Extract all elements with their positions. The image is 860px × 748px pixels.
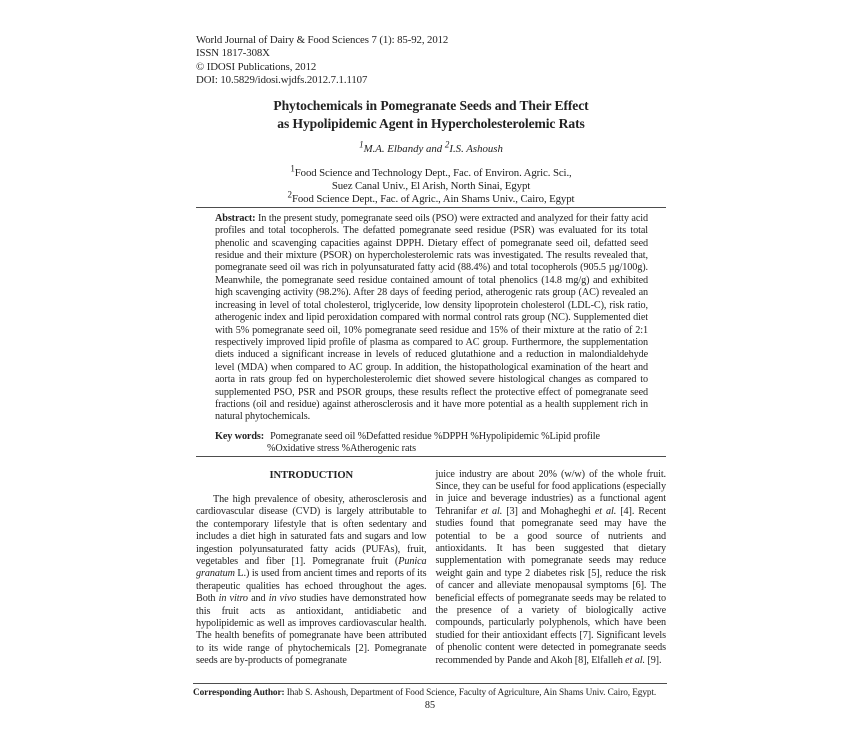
page-number: 85 xyxy=(424,700,436,711)
introduction-heading: INTRODUCTION xyxy=(269,469,354,481)
abstract-paragraph: Abstract: In the present study, pomegranate seed oils (PSO) were extracted and analyzed for their fatty acid profiles and total tocopherols. The defatted pomegranate seed residue (PSR) was evaluated for its total phenolic and scavenging capacities against DPPH. Dietary effect of pomegranate seed oil, defatted seed residue and their mixture (PSOR) on hypercholesterolemic rats was investigated. The results revealed that, pomegranate seed oil was rich in polyunsaturated fatty acid (88.4%) and total tocopherols (905.5 µg/100g). Meanwhile, the pomegranate seed residue contained amount of total phenolics (14.8 mg/g) and exhibited high scavenging activity (98.2%). After 28 days of feeding period, atherogenic rats group (AC) revealed an increasing in level of total cholesterol, triglyceride, low density lipoprotein cholesterol (LDL-C), risk ratio, atherogenic index and lipid peroxidation compared with normal control rats group (NC). Supplemented diet with 5% pomegranate seed oil, 10% pomegranate seed residue and 15% of their mixture at the ratio of 2:1 respectively improved lipid profile of plasma as compared to AC group. Furthermore, the supplementation diets induced a significant increase in levels of reduced glutathione and a reduction in malondialdehyde level (MDA) when compared to AC group. In addition, the histopathological examination of the heart and aorta in rats group fed on hypercholesterolemic diet showed severe histological changes as compared to supplemented PSO, PSR and PSOR groups, these results reflect the protective effect of pomegranate seed fractions (oil and residue) against atherosclerosis and it have more potential as a health supplement rich in natural phytochemicals. xyxy=(215,212,648,423)
two-column-body xyxy=(196,469,666,668)
issn-line: ISSN 1817-308X xyxy=(196,47,270,60)
affiliation-line-3: $^2$Food Science Dept., Fac. of Agric., Ain Shams Univ., Cairo, Egypt xyxy=(287,189,575,206)
affiliations-block xyxy=(196,163,666,207)
paper-title xyxy=(196,97,666,134)
abstract-top-divider xyxy=(196,207,666,208)
introduction-left-paragraph: The high prevalence of obesity, atherosclerosis and cardiovascular disease (CVD) is largely attributable to the contemporary lifestyle that is often sedentary and includes a diet high in saturated fats and sugars and low ingestion polyunsaturated fatty acids (PUFAs), fruit, vegetables and fiber [1]. Pomegranate fruit (Punica granatum L.) is used from ancient times and reports of its therapeutic qualities has echoed throughout the ages. Both in vitro and in vivo studies have demonstrated how this fruit acts as antioxidant, antidiabetic and hypolipidemic as well as improves cardiovascular health. The health benefits of pomegranate have been attributed to its wide range of phytochemicals [2]. Pomegranate seeds are by-products of pomegranate xyxy=(196,493,427,667)
corresponding-author-line: Corresponding Author: Ihab S. Ashoush, Department of Food Science, Faculty of Agriculture, Ain Shams Univ. Cairo, Egypt. xyxy=(193,688,657,698)
copyright-line: © IDOSI Publications, 2012 xyxy=(196,60,317,73)
left-column xyxy=(196,469,427,668)
page-content xyxy=(196,34,666,668)
paper-title-line-2: as Hypolipidemic Agent in Hypercholesterolemic Rats xyxy=(277,116,585,132)
affiliation-line-2: Suez Canal Univ., El Arish, North Sinai, Egypt xyxy=(331,180,531,193)
footer-divider xyxy=(193,683,667,684)
keywords-bottom-divider xyxy=(196,456,666,457)
paper-title-line-1: Phytochemicals in Pomegranate Seeds and Their Effect xyxy=(273,97,589,113)
journal-line: World Journal of Dairy & Food Sciences 7 (1): 85-92, 2012 xyxy=(196,34,449,46)
doi-line: DOI: 10.5829/idosi.wjdfs.2012.7.1.1107 xyxy=(196,74,368,87)
page-footer xyxy=(193,683,667,712)
journal-masthead xyxy=(196,34,666,88)
right-column xyxy=(436,469,667,668)
introduction-right-paragraph: juice industry are about 20% (w/w) of the whole fruit. Since, they can be useful for food applications (especially in juice and beverage industries) as a functional agent Tehranifar et al. [3] and Mohagheghi et al. [4]. Recent studies found that pomegranate seed may have the potential to be a good source of nutrients and antioxidants. It has been suggested that dietary supplementation with pomegranate seeds may reduce weight gain and type 2 diabetes risk [5], reduce the risk of cancer and alleviate menopausal symptoms [6]. The beneficial effects of pomegranate seeds may be related to the presence of a variety of biologically active compounds, particularly polyphenols, which have been studied for their antioxidant effects [7]. Significant levels of phenolic content were detected in pomegranate seeds recommended by Pande and Akoh [8], Elfalleh et al. [9]. xyxy=(435,468,666,666)
keywords-line: Key words: Pomegranate seed oil %Defatted residue %DPPH %Hypolipidemic %Lipid profile %Oxidative stress %Atherogenic rats xyxy=(215,430,600,455)
affiliation-line-1: $^1$Food Science and Technology Dept., Fac. of Environ. Agric. Sci., xyxy=(290,163,572,179)
authors-line: $^1$M.A. Elbandy and $^2$I.S. Ashoush xyxy=(359,139,503,155)
